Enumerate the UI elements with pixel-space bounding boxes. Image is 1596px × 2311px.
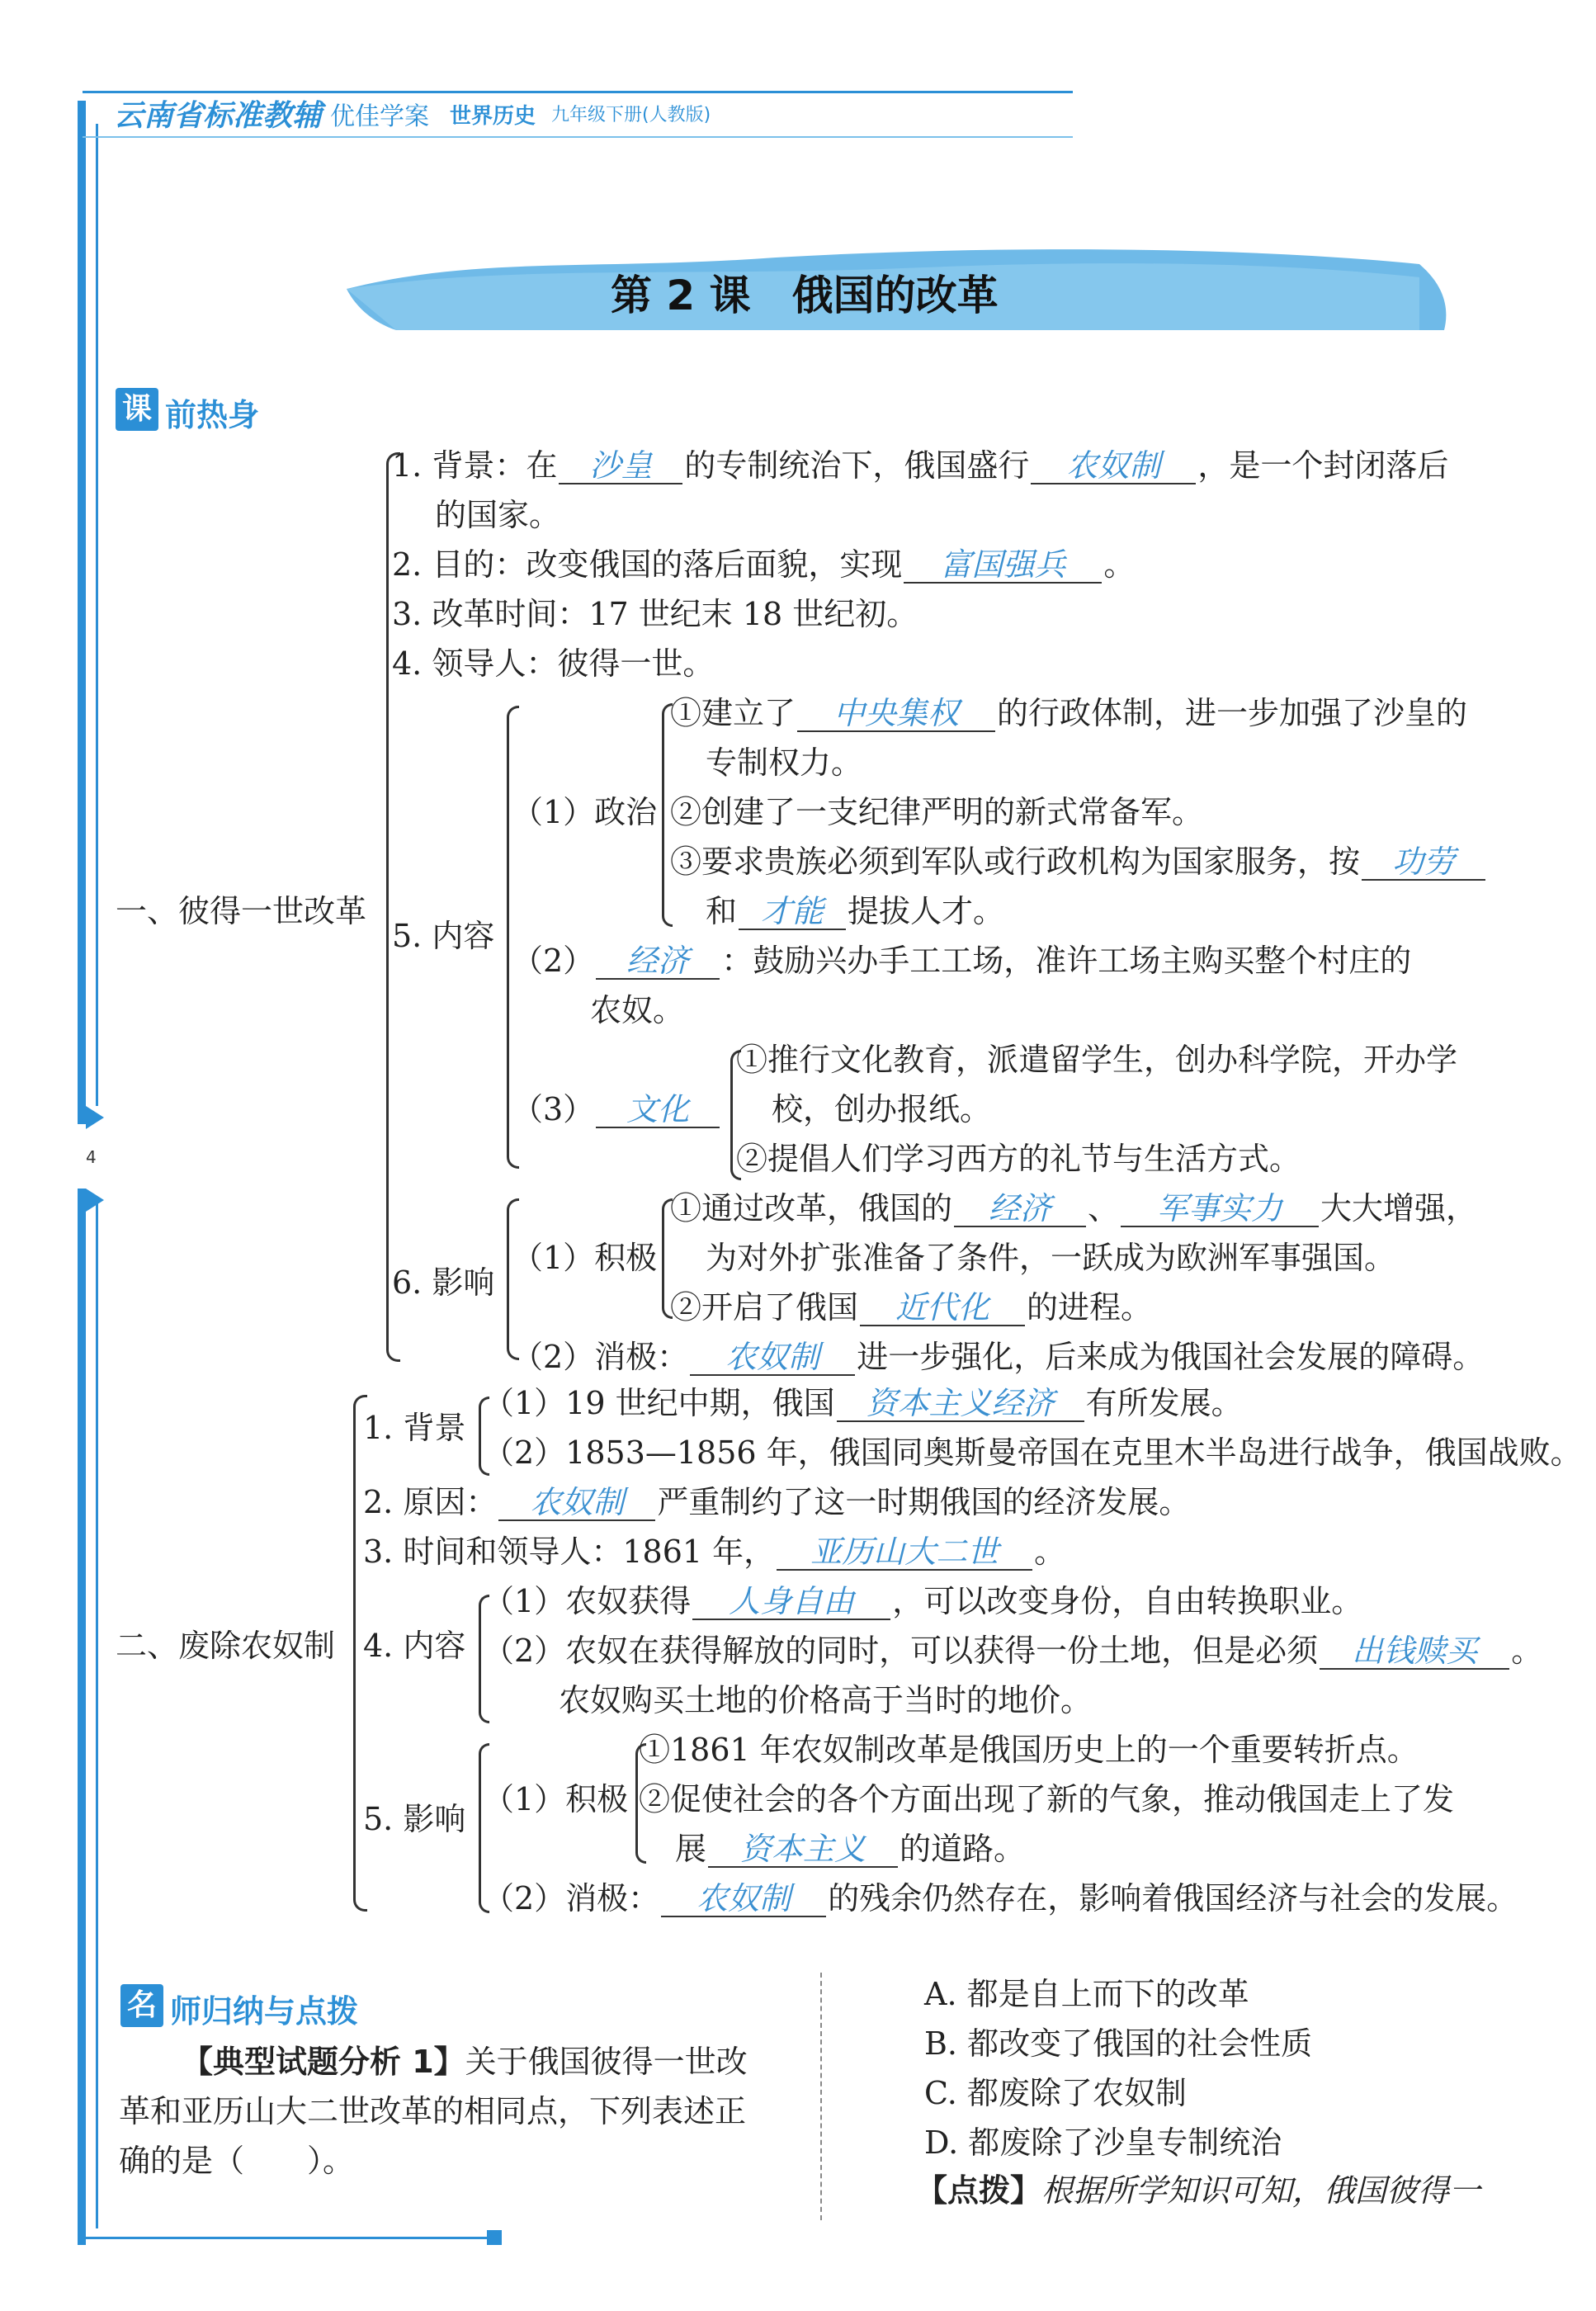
peter-background-line2: 的国家。	[435, 497, 561, 533]
answer-blank: 资本主义	[708, 1831, 898, 1868]
serf-positive-2b: 展 资本主义 的道路。	[675, 1831, 1026, 1867]
hint: 【点拨】根据所学知识可知，俄国彼得一	[916, 2172, 1481, 2209]
question-line1: 【典型试题分析 1】关于俄国彼得一世改	[182, 2044, 748, 2080]
serf-background-1: （1）19 世纪中期，俄国 资本主义经济 有所发展。	[483, 1385, 1243, 1421]
serf-impact-label: 5. 影响	[363, 1801, 466, 1837]
question-tag: 【典型试题分析 1】	[182, 2044, 465, 2080]
peter-politics-1: ①建立了 中央集权 的行政体制，进一步加强了沙皇的	[670, 695, 1468, 731]
answer-blank: 近代化	[860, 1290, 1025, 1326]
peter-leader: 4. 领导人：彼得一世。	[392, 645, 715, 682]
answer-blank: 农奴制	[661, 1881, 826, 1917]
bracket-peter	[386, 452, 400, 1362]
header-grade: 九年级下册(人教版)	[551, 105, 711, 125]
answer-blank: 功劳	[1362, 844, 1485, 881]
serf-content-1: （1）农奴获得 人身自由 ，可以改变身份，自由转换职业。	[483, 1583, 1363, 1619]
peter-economy-b: 农奴。	[590, 992, 685, 1028]
peter-culture-1b: 校，创办报纸。	[772, 1091, 992, 1127]
answer-blank: 经济	[596, 943, 720, 980]
serf-cause: 2. 原因： 农奴制 严重制约了这一时期俄国的经济发展。	[363, 1484, 1191, 1520]
column-divider	[820, 1973, 822, 2220]
answer-blank: 文化	[596, 1092, 720, 1128]
option-b[interactable]: B. 都改变了俄国的社会性质	[924, 2025, 1313, 2062]
peter-politics-label: （1）政治	[512, 794, 658, 830]
serf-time: 3. 时间和领导人：1861 年， 亚历山大二世 。	[363, 1534, 1066, 1570]
serf-positive-1: ①1861 年农奴制改革是俄国历史上的一个重要转折点。	[639, 1732, 1419, 1768]
peter-impact-label: 6. 影响	[392, 1264, 495, 1301]
answer-blank: 才能	[739, 894, 846, 930]
serf-content-label: 4. 内容	[363, 1628, 466, 1664]
section-badge-icon: 课	[116, 388, 158, 431]
serf-negative: （2）消极： 农奴制 的残余仍然存在，影响着俄国经济与社会的发展。	[483, 1880, 1518, 1916]
option-a[interactable]: A. 都是自上而下的改革	[924, 1976, 1249, 2012]
peter-content-label: 5. 内容	[392, 918, 495, 954]
answer-blank: 人身自由	[692, 1584, 890, 1620]
header-series: 云南省标准教辅	[114, 98, 323, 133]
peter-politics-3b: 和 才能 提拔人才。	[706, 893, 1005, 929]
page-number: 4	[86, 1147, 97, 1167]
answer-blank: 农奴制	[498, 1485, 655, 1521]
serf-title: 二、废除农奴制	[116, 1628, 336, 1664]
answer-blank: 沙皇	[559, 448, 682, 484]
peter-politics-3: ③要求贵族必须到军队或行政机构为国家服务，按 功劳	[670, 842, 1487, 881]
section-badge-icon-2: 名	[120, 1984, 163, 2027]
answer-blank: 资本主义经济	[837, 1386, 1084, 1422]
answer-blank: 农奴制	[1031, 448, 1196, 484]
serf-positive-2: ②促使社会的各个方面出现了新的气象，推动俄国走上了发	[639, 1781, 1455, 1817]
serf-content-2b: 农奴购买土地的价格高于当时的地价。	[559, 1682, 1093, 1718]
bracket-impact	[507, 1198, 519, 1360]
answer-blank: 富国强兵	[904, 547, 1102, 584]
option-d[interactable]: D. 都废除了沙皇专制统治	[924, 2124, 1282, 2161]
answer-blank: 亚历山大二世	[777, 1534, 1032, 1571]
peter-politics-1b: 专制权力。	[706, 744, 863, 781]
peter-title: 一、彼得一世改革	[116, 893, 367, 929]
hint-tag: 【点拨】	[916, 2172, 1042, 2209]
serf-background-2: （2）1853—1856 年，俄国同奥斯曼帝国在克里木半岛进行战争，俄国战败。	[483, 1434, 1582, 1471]
peter-culture-label: （3） 文化	[512, 1089, 721, 1129]
question-line3: 确的是（ ）。	[119, 2143, 355, 2179]
peter-positive-1: ①通过改革，俄国的 经济 、 军事实力 大大增强，	[670, 1190, 1478, 1226]
header-subject: 世界历史	[450, 104, 536, 129]
peter-background-line1: 1. 背景：在 沙皇 的专制统治下，俄国盛行 农奴制 ，是一个封闭落后	[392, 447, 1449, 484]
serf-positive-label: （1）积极	[483, 1781, 629, 1817]
question-line2: 革和亚历山大二世改革的相同点，下列表述正	[119, 2093, 747, 2129]
serf-content-2: （2）农奴在获得解放的同时，可以获得一份土地，但是必须 出钱赎买 。	[483, 1633, 1543, 1669]
answer-blank: 军事实力	[1121, 1191, 1319, 1227]
header-book: 优佳学案	[330, 102, 429, 131]
peter-politics-2: ②创建了一支纪律严明的新式常备军。	[670, 794, 1204, 830]
peter-positive-label: （1）积极	[512, 1240, 658, 1276]
peter-positive-1b: 为对外扩张准备了条件，一跃成为欧洲军事强国。	[706, 1240, 1396, 1276]
answer-blank: 出钱赎买	[1320, 1633, 1509, 1670]
peter-positive-2: ②开启了俄国 近代化 的进程。	[670, 1289, 1153, 1326]
peter-culture-2: ②提倡人们学习西方的礼节与生活方式。	[736, 1141, 1301, 1177]
lesson-title: 第 2 课 俄国的改革	[611, 272, 999, 319]
answer-blank: 中央集权	[797, 696, 995, 732]
serf-background-label: 1. 背景	[363, 1410, 466, 1446]
option-c[interactable]: C. 都废除了农奴制	[924, 2075, 1187, 2111]
peter-negative: （2）消极： 农奴制 进一步强化，后来成为俄国社会发展的障碍。	[512, 1339, 1485, 1375]
section-title-1: 前热身	[165, 397, 260, 433]
peter-economy: （2） 经济 ：鼓励兴办手工工场，准许工场主购买整个村庄的	[512, 943, 1412, 979]
peter-culture-1: ①推行文化教育，派遣留学生，创办科学院，开办学	[736, 1042, 1458, 1078]
answer-blank: 农奴制	[690, 1340, 855, 1376]
peter-aim: 2. 目的：改变俄国的落后面貌，实现 富国强兵 。	[392, 546, 1136, 583]
section-title-2: 师归纳与点拨	[170, 1993, 359, 2030]
answer-blank: 经济	[954, 1191, 1086, 1227]
peter-time: 3. 改革时间：17 世纪末 18 世纪初。	[392, 596, 918, 632]
